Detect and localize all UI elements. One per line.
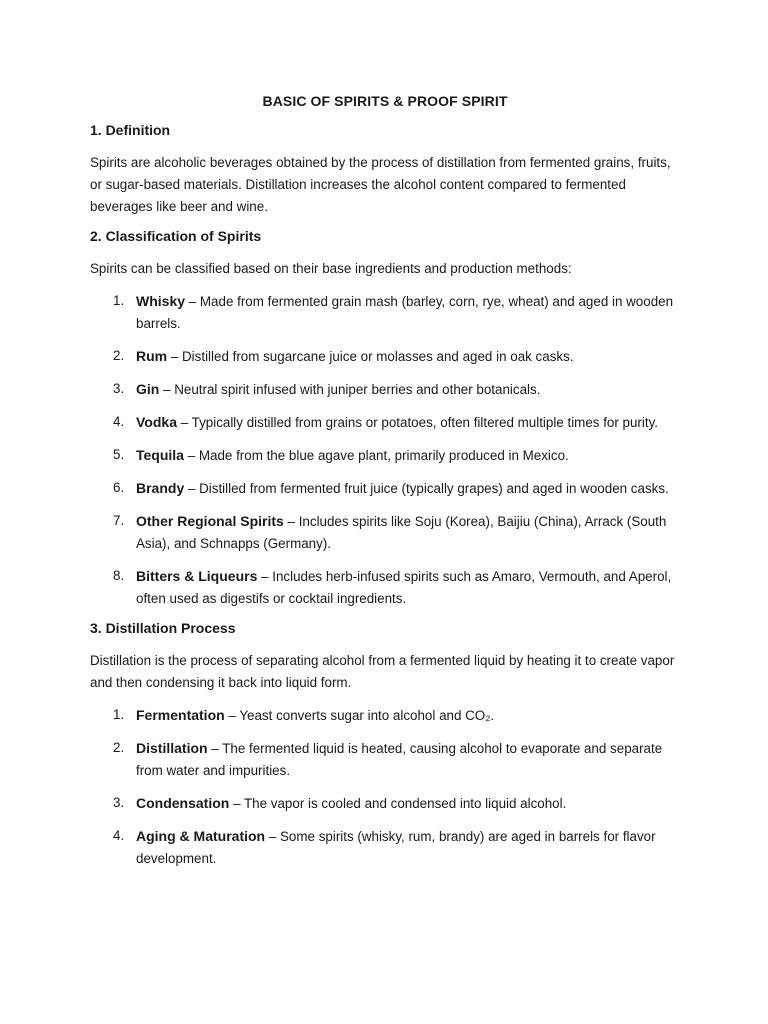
list-description: – Typically distilled from grains or potatoes, often filtered multiple times for purity.: [176, 415, 659, 430]
list-description: – Yeast converts sugar into alcohol and CO₂.: [224, 708, 495, 723]
list-term: Distillation: [136, 740, 208, 756]
section-heading-distillation: 3. Distillation Process: [90, 620, 236, 636]
list-number: 3.: [113, 795, 125, 810]
classification-list: [90, 290, 680, 610]
list-item: [90, 411, 680, 434]
list-number: 2.: [113, 348, 125, 363]
classification-intro: Spirits can be classified based on their base ingredients and production methods:: [90, 261, 572, 276]
list-description: – Includes herb-infused spirits such as Amaro, Vermouth, and Aperol, often used as digestifs or cocktail ingredients.: [136, 569, 672, 606]
list-item: [90, 825, 680, 870]
list-number: 1.: [113, 707, 125, 722]
list-description: – Distilled from fermented fruit juice (typically grapes) and aged in wooden casks.: [184, 481, 669, 496]
list-term: Fermentation: [136, 707, 225, 723]
list-number: 3.: [113, 381, 125, 396]
list-description: – Some spirits (whisky, rum, brandy) are aged in barrels for flavor development.: [136, 829, 656, 866]
section-heading-definition: 1. Definition: [90, 122, 171, 138]
list-term: Gin: [136, 381, 160, 397]
list-item: [90, 510, 680, 555]
list-term: Vodka: [136, 414, 177, 430]
distillation-steps-list: [90, 704, 680, 870]
list-description: – Includes spirits like Soju (Korea), Baijiu (China), Arrack (South Asia), and Schnapps (Germany).: [136, 514, 667, 551]
list-term: Brandy: [136, 480, 185, 496]
list-term: Condensation: [136, 795, 230, 811]
list-description: – Made from the blue agave plant, primarily produced in Mexico.: [183, 448, 569, 463]
document-page: [90, 93, 680, 880]
list-item: [90, 378, 680, 401]
list-number: 4.: [113, 414, 125, 429]
list-term: Aging & Maturation: [136, 828, 266, 844]
list-number: 4.: [113, 828, 125, 843]
list-description: – Distilled from sugarcane juice or molasses and aged in oak casks.: [167, 349, 574, 364]
list-item: [90, 345, 680, 368]
definition-paragraph: Spirits are alcoholic beverages obtained by the process of distillation from fermented grains, fruits, or sugar-based materials. Distillation increases the alcohol content compared to fermented beverages like beer and wine.: [90, 155, 671, 214]
list-item: [90, 477, 680, 500]
list-term: Rum: [136, 348, 168, 364]
list-item: [90, 704, 680, 727]
list-term: Tequila: [136, 447, 184, 463]
list-term: Bitters & Liqueurs: [136, 568, 258, 584]
list-term: Whisky: [136, 293, 186, 309]
document-title: BASIC OF SPIRITS & PROOF SPIRIT: [262, 93, 508, 109]
list-number: 6.: [113, 480, 125, 495]
list-number: 7.: [113, 513, 125, 528]
list-item: [90, 792, 680, 815]
list-description: – The fermented liquid is heated, causing alcohol to evaporate and separate from water and impurities.: [136, 741, 663, 778]
section-heading-classification: 2. Classification of Spirits: [90, 228, 262, 244]
list-item: [90, 444, 680, 467]
list-term: Other Regional Spirits: [136, 513, 284, 529]
list-item: [90, 737, 680, 782]
list-item: [90, 290, 680, 335]
list-description: – The vapor is cooled and condensed into liquid alcohol.: [229, 796, 567, 811]
list-number: 2.: [113, 740, 125, 755]
distillation-intro: Distillation is the process of separating alcohol from a fermented liquid by heating it to create vapor and then condensing it back into liquid form.: [90, 653, 675, 690]
list-number: 1.: [113, 293, 125, 308]
list-description: – Neutral spirit infused with juniper berries and other botanicals.: [159, 382, 541, 397]
list-number: 8.: [113, 568, 125, 583]
list-number: 5.: [113, 447, 125, 462]
list-item: [90, 565, 680, 610]
list-description: – Made from fermented grain mash (barley, corn, rye, wheat) and aged in wooden barrels.: [136, 294, 674, 331]
